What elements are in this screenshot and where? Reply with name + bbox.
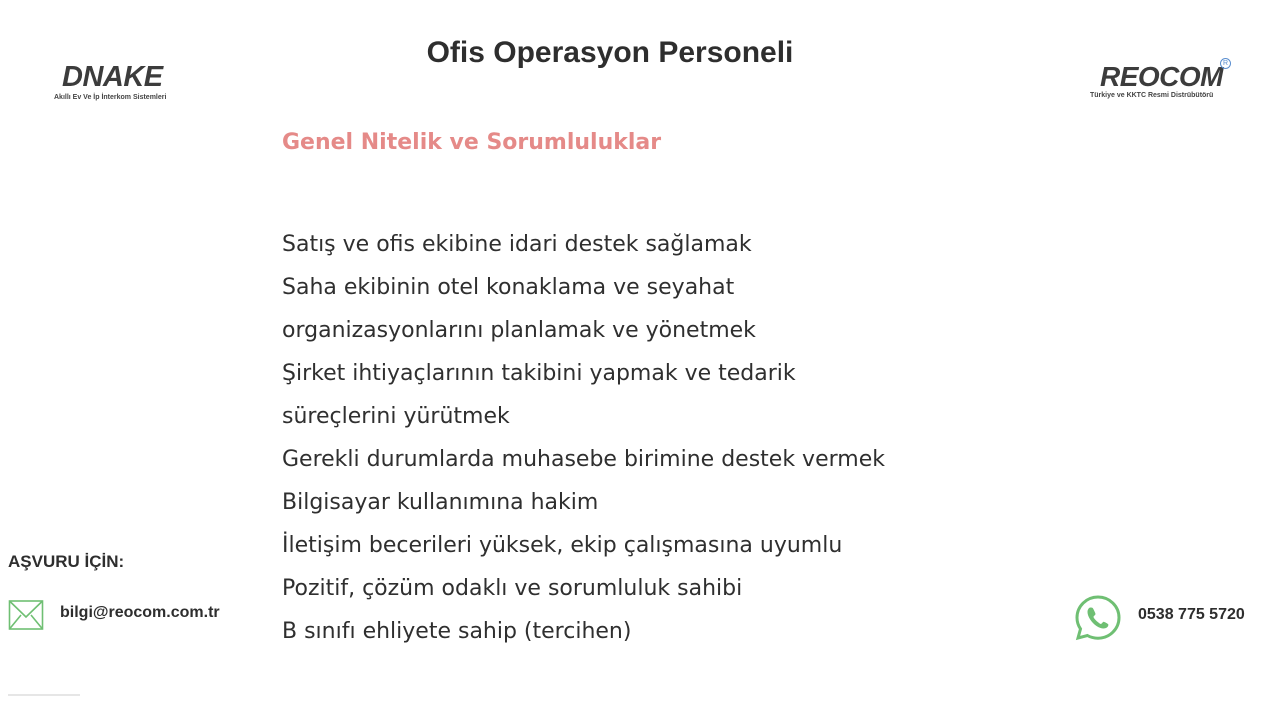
- email-link[interactable]: bilgi@reocom.com.tr: [60, 604, 220, 621]
- list-item: Gerekli durumlarda muhasebe birimine destek vermek: [282, 447, 885, 472]
- list-item: süreçlerini yürütmek: [282, 404, 510, 429]
- list-item: İletişim becerileri yüksek, ekip çalışmasına uyumlu: [282, 533, 843, 558]
- list-item: organizasyonlarını planlamak ve yönetmek: [282, 318, 756, 343]
- reocom-wordmark: REOCOM: [1100, 61, 1223, 92]
- reocom-logo: [1088, 58, 1238, 104]
- section-heading: Genel Nitelik ve Sorumluluklar: [282, 130, 662, 155]
- whatsapp-icon: [1074, 594, 1122, 642]
- list-item: B sınıfı ehliyete sahip (tercihen): [282, 619, 632, 644]
- duties-list: [282, 223, 885, 653]
- mail-icon: [8, 598, 44, 632]
- registered-mark: R: [1220, 58, 1231, 69]
- list-item: Satış ve ofis ekibine idari destek sağlamak: [282, 232, 752, 257]
- dnake-tagline: Akıllı Ev Ve İp İnterkom Sistemleri: [54, 94, 167, 101]
- list-item: Pozitif, çözüm odaklı ve sorumluluk sahibi: [282, 576, 743, 601]
- list-item: Bilgisayar kullanımına hakim: [282, 490, 599, 515]
- apply-label: AŞVURU İÇİN:: [8, 552, 125, 571]
- dnake-wordmark: DNAKE: [62, 61, 163, 93]
- phone-number[interactable]: 0538 775 5720: [1138, 606, 1245, 623]
- page-title: Ofis Operasyon Personeli: [426, 36, 794, 69]
- list-item: Şirket ihtiyaçlarının takibini yapmak ve tedarik: [282, 361, 796, 386]
- list-item: Saha ekibinin otel konaklama ve seyahat: [282, 275, 735, 300]
- reocom-tagline: Türkiye ve KKTC Resmi Distrübütörü: [1090, 92, 1214, 99]
- divider: [8, 694, 80, 696]
